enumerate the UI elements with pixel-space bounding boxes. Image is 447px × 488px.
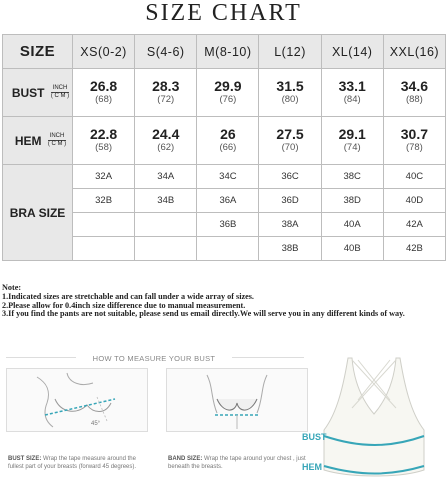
bust-cell: 26.8 (68) (73, 69, 135, 117)
bra-cell: 38A (259, 213, 321, 237)
hem-cell: 22.8 (58) (73, 117, 135, 165)
measure-title: HOW TO MEASURE YOUR BUST (92, 354, 216, 363)
bra-cell: 42B (383, 237, 445, 261)
bra-cell (135, 213, 197, 237)
measure-guide (0, 352, 447, 488)
size-col-header: XXL(16) (383, 35, 445, 69)
bra-cell: 42A (383, 213, 445, 237)
bust-figure-panel (6, 368, 148, 432)
hem-row (3, 117, 446, 165)
size-col-header: XL(14) (321, 35, 383, 69)
bra-cell: 38B (259, 237, 321, 261)
bra-size-label: BRA SIZE (3, 165, 73, 261)
bust-tag: BUST (302, 432, 327, 442)
page-title: SIZE CHART (145, 0, 302, 26)
notes-block (2, 284, 446, 319)
bra-cell: 36C (259, 165, 321, 189)
bra-cell: 38C (321, 165, 383, 189)
hem-label: HEM (14, 133, 42, 148)
note-line: 1.Indicated sizes are stretchable and can fall under a wide array of sizes. (2, 291, 254, 301)
size-col-header: L(12) (259, 35, 321, 69)
hem-cell: 30.7 (78) (383, 117, 445, 165)
bra-cell: 34C (197, 165, 259, 189)
bust-size-description: BUST SIZE: Wrap the tape measure around the fullest part of your breasts (forward 45 degrees). (8, 456, 137, 470)
bra-cell (135, 237, 197, 261)
bra-cell (197, 237, 259, 261)
bust-cell: 29.9 (76) (197, 69, 259, 117)
band-measure-illustration (167, 369, 307, 431)
hem-cell: 26 (66) (197, 117, 259, 165)
bra-cell: 40C (383, 165, 445, 189)
bra-cell: 36B (197, 213, 259, 237)
unit-label: INCH ( C M ) (50, 85, 70, 100)
hem-tag: HEM (302, 462, 322, 472)
bra-cell (73, 237, 135, 261)
bra-row (3, 165, 446, 189)
band-size-description: BAND SIZE: Wrap the tape around your chest , just beneath the breasts. (168, 456, 306, 470)
bust-row (3, 69, 446, 117)
bra-cell: 34A (135, 165, 197, 189)
size-col-header: XS(0-2) (73, 35, 135, 69)
bust-cell: 31.5 (80) (259, 69, 321, 117)
bust-measure-illustration (7, 369, 147, 431)
bra-cell: 40D (383, 189, 445, 213)
size-col-header: S(4-6) (135, 35, 197, 69)
table-header-row (3, 35, 446, 69)
hem-cell: 24.4 (62) (135, 117, 197, 165)
divider (232, 357, 304, 358)
bra-cell: 32A (73, 165, 135, 189)
size-chart-table (2, 34, 446, 261)
hem-cell: 29.1 (74) (321, 117, 383, 165)
bra-cell: 40B (321, 237, 383, 261)
note-line: 2.Please allow for 0.4inch size difference due to manual measurement. (2, 300, 246, 310)
bust-label: BUST (11, 85, 45, 100)
hem-label-cell (3, 117, 73, 165)
bra-cell: 36D (259, 189, 321, 213)
bra-cell (73, 213, 135, 237)
bust-cell: 33.1 (84) (321, 69, 383, 117)
bra-cell: 36A (197, 189, 259, 213)
size-col-header: M(8-10) (197, 35, 259, 69)
bust-cell: 28.3 (72) (135, 69, 197, 117)
bra-cell: 34B (135, 189, 197, 213)
hem-cell: 27.5 (70) (259, 117, 321, 165)
bust-label-cell (3, 69, 73, 117)
note-line: 3.If you find the pants are not suitable, please send us email directly.We will serve you in any different kinds of way. (2, 309, 405, 319)
angle-label: 45° (91, 421, 101, 427)
sports-bra-illustration (300, 352, 447, 488)
bust-cell: 34.6 (88) (383, 69, 445, 117)
bra-cell: 38D (321, 189, 383, 213)
band-figure-panel (166, 368, 308, 432)
bra-cell: 40A (321, 213, 383, 237)
unit-label: INCH ( C M ) (47, 133, 67, 148)
size-header: SIZE (3, 35, 73, 69)
note-heading: Note: (2, 283, 22, 292)
bra-cell: 32B (73, 189, 135, 213)
